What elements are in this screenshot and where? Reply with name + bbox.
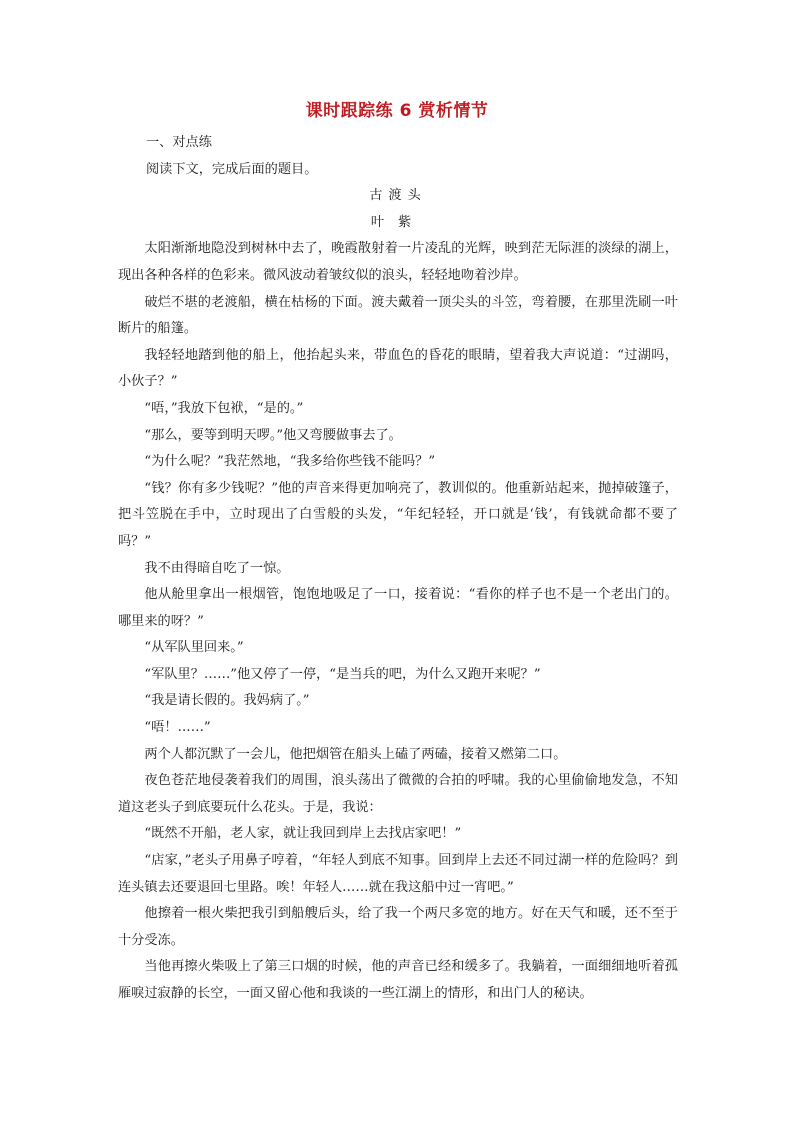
paragraph: “那么，要等到明天啰。”他又弯腰做事去了。 (144, 427, 402, 443)
paragraph: “唔，”我放下包袱，“是的。” (144, 400, 304, 416)
paragraph: 我轻轻地踏到他的船上，他抬起头来，带血色的昏花的眼睛，望着我大声说道：“过湖吗，小伙子？” (118, 347, 678, 390)
story-title: 古渡头 (369, 188, 427, 204)
section-heading: 一、对点练 (146, 135, 212, 150)
paragraph: “军队里？……”他又停了一停，“是当兵的吧，为什么又跑开来呢？” (144, 666, 541, 682)
paragraph: “从军队里回来。” (144, 640, 244, 656)
paragraph: 他擦着一根火柴把我引到船艘后头，给了我一个两尺多宽的地方。好在天气和暖，还不至于十分受冻。 (118, 906, 678, 948)
document-body (118, 130, 678, 1008)
paragraph: 夜色苍茫地侵袭着我们的周围，浪头荡出了微微的合拍的呼啸。我的心里偷偷地发急，不知道这老头子到底要玩什么花头。于是，我说： (118, 773, 678, 815)
paragraph: “既然不开船，老人家，就让我回到岸上去找店家吧！” (144, 826, 462, 842)
paragraph: “店家，”老头子用鼻子哼着，“年轻人到底不知事。回到岸上去还不同过湖一样的危险吗？到连头镇去还要退回七里路。唉！年轻人……就在我这船中过一宵吧。” (118, 853, 678, 895)
paragraph: “为什么呢？”我茫然地，“我多给你些钱不能吗？” (144, 454, 436, 470)
story-author: 叶紫 (370, 214, 426, 230)
paragraph: “唔！……” (144, 720, 211, 736)
paragraph: 他从舱里拿出一根烟管，饱饱地吸足了一口，接着说：“看你的样子也不是一个老出门的。哪里来的呀？” (118, 587, 678, 629)
paragraph: “钱？你有多少钱呢？”他的声音来得更加响亮了，教训似的。他重新站起来，抛掉破篷子，把斗笠脱在手中，立时现出了白雪般的头发，“年纪轻轻，开口就是‘钱’，有钱就命都不要了吗？” (118, 480, 678, 549)
paragraph: 太阳渐渐地隐没到树林中去了，晚霞散射着一片凌乱的光辉，映到茫无际涯的淡绿的湖上，现出各种各样的色彩来。微风波动着皱纹似的浪头，轻轻地吻着沙岸。 (118, 241, 678, 283)
paragraph: “我是请长假的。我妈病了。” (144, 693, 310, 709)
paragraph: 当他再擦火柴吸上了第三口烟的时候，他的声音已经和缓多了。我躺着，一面细细地听着孤雁唳过寂静的长空，一面又留心他和我谈的一些江湖上的情形，和出门人的秘诀。 (118, 959, 678, 1001)
paragraph: 破烂不堪的老渡船，横在枯杨的下面。渡夫戴着一顶尖头的斗笠，弯着腰，在那里洗刷一叶断片的船篷。 (118, 294, 678, 337)
paragraph: 两个人都沉默了一会儿，他把烟管在船头上磕了两磕，接着又燃第二口。 (144, 746, 567, 762)
paragraph: 我不由得暗自吃了一惊。 (144, 560, 290, 576)
document-title: 课时跟踪练 6 赏析情节 (305, 101, 489, 121)
instruction-text: 阅读下文，完成后面的题目。 (146, 161, 318, 177)
